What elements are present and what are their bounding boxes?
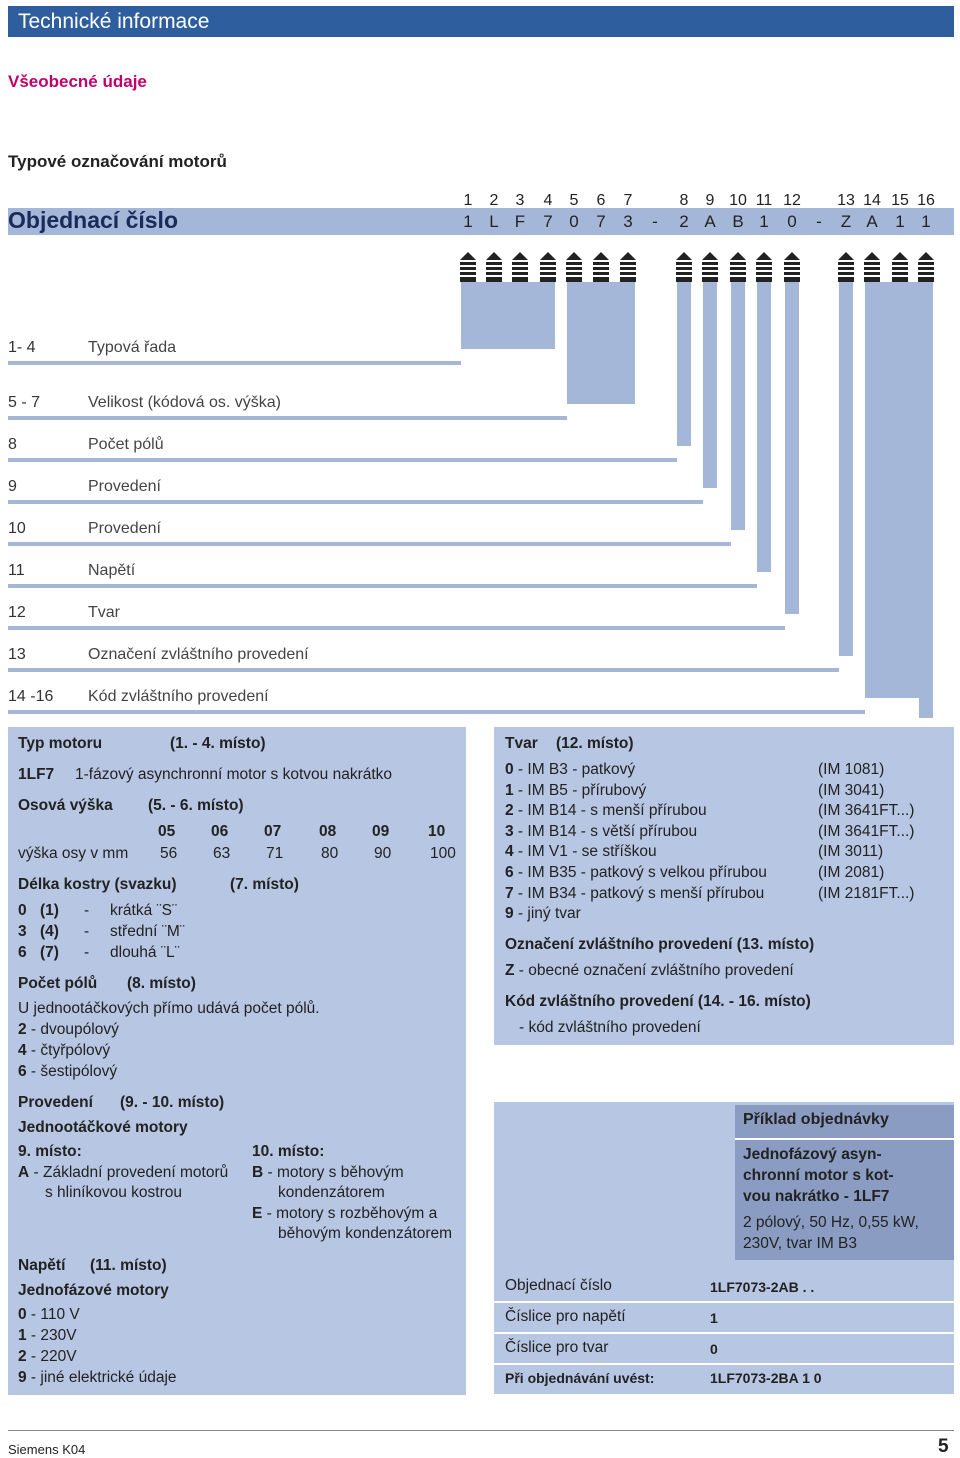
order-code-char: A xyxy=(866,212,878,231)
arrow-icon xyxy=(864,252,880,282)
row-number: 12 xyxy=(8,604,26,621)
os-code: 08 xyxy=(319,823,337,840)
position-digit: 13 xyxy=(837,192,855,209)
os-code: 07 xyxy=(264,823,282,840)
header-title: Technické informace xyxy=(18,10,210,33)
row-number: 5 - 7 xyxy=(8,394,41,411)
tvar-code: 3 xyxy=(505,822,514,840)
example-motor2: chronní motor s kot- xyxy=(743,1167,894,1184)
nap-item xyxy=(18,1327,77,1345)
os-value: 56 xyxy=(160,845,178,862)
nap-text: - 230V xyxy=(26,1327,77,1344)
os-code: 09 xyxy=(372,823,390,840)
row-number: 13 xyxy=(8,646,26,663)
row-label: Počet pólů xyxy=(88,436,164,453)
connector-hline xyxy=(8,668,839,672)
tvar-item xyxy=(505,864,767,882)
row-number: 9 xyxy=(8,478,17,495)
p10-e-line1: E - motory s rozběhovým a xyxy=(252,1205,438,1222)
p9-line1: A - Základní provedení motorů xyxy=(18,1164,229,1181)
tvar-code: 6 xyxy=(505,864,514,881)
tvar-code: 1 xyxy=(505,781,514,799)
os-value: 71 xyxy=(266,845,284,862)
tvar-item xyxy=(505,905,581,923)
ozn-text: Z - obecné označení zvláštního provedení xyxy=(505,962,794,979)
connector-hline xyxy=(8,710,865,714)
example-row-value: 0 xyxy=(710,1341,718,1357)
position-digit: 2 xyxy=(489,192,499,209)
order-code-char: - xyxy=(816,212,822,231)
pole-text: - šestipólový xyxy=(26,1063,118,1080)
os-value: 80 xyxy=(321,845,339,862)
example-row-label: Objednací číslo xyxy=(505,1277,612,1294)
connector-vline xyxy=(865,282,933,698)
p9-line2: s hliníkovou kostrou xyxy=(45,1184,182,1201)
p10-b-line2: kondenzátorem xyxy=(278,1184,385,1201)
os-value: 63 xyxy=(213,845,231,862)
position-digit: 14 xyxy=(863,192,881,209)
nap-text: - jiné elektrické údaje xyxy=(26,1369,177,1386)
position-digit: 10 xyxy=(729,192,747,209)
p10-title: 10. místo: xyxy=(252,1143,325,1160)
delka-text: střední ¨M¨ xyxy=(110,923,185,940)
tvar-text: - IM B35 - patkový s velkou přírubou xyxy=(513,864,767,881)
connector-vline xyxy=(919,694,933,718)
position-digit: 15 xyxy=(891,192,909,209)
example-divider xyxy=(735,1138,954,1140)
row-label: Provedení xyxy=(88,478,161,495)
delka-pos: (4) xyxy=(40,923,59,940)
position-digit: 5 xyxy=(569,192,579,209)
row-number: 11 xyxy=(8,562,25,579)
tvar-pos: (12. místo) xyxy=(556,735,634,752)
example-motor3: vou nakrátko - 1LF7 xyxy=(743,1188,890,1205)
row-label: Tvar xyxy=(88,604,120,621)
tvar-code: 9 xyxy=(505,905,514,923)
order-code-char: 0 xyxy=(787,212,797,231)
tvar-im: (IM 3041) xyxy=(818,781,885,799)
order-title: Objednací číslo xyxy=(8,207,178,233)
order-code-char: 1 xyxy=(759,212,769,231)
connector-vline xyxy=(677,282,691,446)
os-code: 10 xyxy=(428,823,446,840)
row-label: Napětí xyxy=(88,562,136,579)
pole-item xyxy=(18,1021,119,1039)
tvar-im: (IM 2081) xyxy=(818,864,885,881)
order-code-char: Z xyxy=(840,212,852,231)
os-label: výška osy v mm xyxy=(18,845,129,862)
order-code-char: L xyxy=(489,212,499,231)
nap-item xyxy=(18,1369,177,1387)
connector-vline xyxy=(567,282,635,404)
order-code-char: 1 xyxy=(463,212,473,231)
p10-b-line1: B - motory s běhovým xyxy=(252,1164,404,1181)
pole-code: 2 xyxy=(18,1021,27,1038)
typ-desc: 1-fázový asynchronní motor s kotvou nakrátko xyxy=(75,766,393,783)
arrow-icon xyxy=(676,252,692,282)
tvar-item xyxy=(505,885,764,903)
arrow-icon xyxy=(566,252,582,282)
pole-code: 6 xyxy=(18,1063,27,1080)
example-motor1: Jednofázový asyn- xyxy=(743,1146,882,1163)
section-title-typing: Typové označování motorů xyxy=(8,152,227,171)
arrow-icon xyxy=(540,252,556,282)
poles-pos: (8. místo) xyxy=(127,975,196,992)
arrow-icon xyxy=(918,252,934,282)
connector-vline xyxy=(703,282,717,488)
pole-text: - dvoupólový xyxy=(26,1021,119,1038)
arrow-icon xyxy=(593,252,609,282)
tvar-item xyxy=(505,802,707,820)
tvar-code: 7 xyxy=(505,884,514,902)
prov-title: Provedení xyxy=(18,1094,93,1111)
ozn-title: Označení zvláštního provedení (13. místo) xyxy=(505,936,815,953)
row-label: Kód zvláštního provedení xyxy=(88,688,269,705)
delka-code: 0 xyxy=(18,902,27,919)
connector-hline xyxy=(8,626,785,630)
tvar-code: 4 xyxy=(505,843,514,861)
row-label: Označení zvláštního provedení xyxy=(88,646,309,663)
delka-text: dlouhá ¨L¨ xyxy=(110,944,180,961)
nap-sub: Jednofázové motory xyxy=(18,1282,169,1299)
kod-text: - kód zvláštního provedení xyxy=(519,1019,701,1036)
order-code-char: - xyxy=(652,212,658,231)
order-code-char: 0 xyxy=(569,212,579,231)
arrow-icon xyxy=(730,252,746,282)
order-code-char: 2 xyxy=(679,212,689,231)
delka-text: krátká ¨S¨ xyxy=(110,902,178,919)
example-spec1: 2 pólový, 50 Hz, 0,55 kW, xyxy=(743,1214,919,1231)
delka-dash: - xyxy=(84,944,90,961)
arrow-icon xyxy=(892,252,908,282)
connector-vline xyxy=(785,282,799,614)
nap-title: Napětí xyxy=(18,1257,66,1274)
typ-title: Typ motoru xyxy=(18,735,103,752)
os-title: Osová výška xyxy=(18,797,113,814)
row-number: 10 xyxy=(8,520,26,537)
nap-code: 2 xyxy=(18,1348,27,1365)
connector-hline xyxy=(8,584,757,588)
connector-hline xyxy=(8,361,461,365)
order-code-char: 7 xyxy=(596,212,606,231)
arrow-icon xyxy=(702,252,718,282)
order-code-char: A xyxy=(704,212,716,231)
row-number: 8 xyxy=(8,436,17,453)
tvar-code: 0 xyxy=(505,761,514,778)
tvar-text: - IM B14 - s menší přírubou xyxy=(513,802,707,820)
example-row-value: 1LF7073-2AB . . xyxy=(710,1279,815,1295)
tvar-item xyxy=(505,782,646,800)
nap-pos: (11. místo) xyxy=(90,1257,167,1274)
connector-vline xyxy=(461,282,555,349)
tvar-im: (IM 3641FT...) xyxy=(818,802,915,820)
os-value: 90 xyxy=(374,845,392,862)
row-label: Provedení xyxy=(88,520,161,537)
delka-pos: (7) xyxy=(40,944,59,961)
tvar-text: - jiný tvar xyxy=(513,905,581,923)
os-code: 05 xyxy=(158,823,176,840)
page-header xyxy=(8,6,954,37)
example-row-divider xyxy=(494,1332,954,1334)
position-digit: 6 xyxy=(596,192,606,209)
tvar-item xyxy=(505,843,657,861)
tvar-item xyxy=(505,823,697,841)
position-digit: 16 xyxy=(917,192,935,209)
example-row-label: Číslice pro tvar xyxy=(505,1339,609,1356)
pole-item xyxy=(18,1042,110,1060)
example-row-value: 1 xyxy=(710,1310,718,1326)
connector-hline xyxy=(8,542,731,546)
final-value: 1LF7073-2BA 1 0 xyxy=(710,1370,822,1386)
arrow-icon xyxy=(838,252,854,282)
position-digit: 8 xyxy=(679,192,689,209)
nap-code: 9 xyxy=(18,1369,27,1386)
nap-code: 0 xyxy=(18,1306,27,1323)
row-label: Typová řada xyxy=(88,339,177,356)
row-number: 14 -16 xyxy=(8,688,54,705)
footer-divider xyxy=(8,1430,954,1431)
example-row-label: Číslice pro napětí xyxy=(505,1308,626,1325)
os-value: 100 xyxy=(430,845,456,862)
order-code-char: 3 xyxy=(623,212,633,231)
example-row-divider xyxy=(494,1301,954,1303)
tvar-item xyxy=(505,761,635,779)
delka-code: 3 xyxy=(18,923,27,940)
tvar-im: (IM 3641FT...) xyxy=(818,822,915,840)
connector-hline xyxy=(8,500,703,504)
example-spec2: 230V, tvar IM B3 xyxy=(743,1235,858,1252)
tvar-im: (IM 2181FT...) xyxy=(818,884,915,902)
position-digit: 9 xyxy=(705,192,715,209)
connector-vline xyxy=(839,282,853,656)
nap-item xyxy=(18,1348,77,1366)
poles-desc: U jednootáčkových přímo udává počet pólů. xyxy=(18,1000,320,1017)
order-code-char: 1 xyxy=(895,212,905,231)
position-digit: 3 xyxy=(515,192,525,209)
poles-title: Počet pólů xyxy=(18,975,98,992)
arrow-icon xyxy=(486,252,502,282)
arrow-icon xyxy=(784,252,800,282)
connector-vline xyxy=(757,282,771,572)
pole-item xyxy=(18,1063,117,1081)
final-label: Při objednávání uvést: xyxy=(505,1370,655,1386)
tvar-text: - IM B3 - patkový xyxy=(513,761,636,778)
nap-item xyxy=(18,1306,80,1324)
arrow-icon xyxy=(756,252,772,282)
tvar-text: - IM V1 - se stříškou xyxy=(513,843,657,861)
tvar-text: - IM B5 - přírubový xyxy=(513,781,647,799)
tvar-code: 2 xyxy=(505,802,514,820)
nap-code: 1 xyxy=(18,1327,27,1344)
example-row-divider xyxy=(494,1363,954,1365)
prov-sub: Jednootáčkové motory xyxy=(18,1119,188,1136)
nap-text: - 110 V xyxy=(26,1306,80,1323)
order-code-char: F xyxy=(514,212,526,231)
connector-vline xyxy=(731,282,745,530)
tvar-title: Tvar xyxy=(505,735,538,752)
section-title-general: Všeobecné údaje xyxy=(8,72,147,91)
arrow-icon xyxy=(512,252,528,282)
footer-left: Siemens K04 xyxy=(8,1442,86,1457)
position-digit: 4 xyxy=(543,192,553,209)
tvar-text: - IM B14 - s větší přírubou xyxy=(513,822,698,840)
os-code: 06 xyxy=(211,823,229,840)
pole-text: - čtyřpólový xyxy=(26,1042,111,1059)
row-number: 1- 4 xyxy=(8,339,36,356)
arrow-icon xyxy=(460,252,476,282)
typ-pos: (1. - 4. místo) xyxy=(170,735,266,752)
order-code-char: B xyxy=(732,212,744,231)
position-digit: 11 xyxy=(755,192,773,209)
pole-code: 4 xyxy=(18,1042,27,1059)
delka-pos: (7. místo) xyxy=(230,876,299,893)
tvar-im: (IM 3011) xyxy=(818,843,884,861)
connector-hline xyxy=(8,416,567,420)
kod-title: Kód zvláštního provedení (14. - 16. místo) xyxy=(505,993,811,1010)
example-title: Příklad objednávky xyxy=(743,1111,889,1128)
order-code-char: 1 xyxy=(921,212,931,231)
prov-pos: (9. - 10. místo) xyxy=(120,1094,225,1111)
position-digit: 7 xyxy=(623,192,633,209)
position-digit: 12 xyxy=(783,192,801,209)
delka-pos: (1) xyxy=(40,902,59,919)
delka-title: Délka kostry (svazku) xyxy=(18,876,177,893)
tvar-im: (IM 1081) xyxy=(818,761,885,778)
p10-e-line2: běhovým kondenzátorem xyxy=(278,1225,453,1242)
connector-hline xyxy=(8,458,677,462)
nap-text: - 220V xyxy=(26,1348,77,1365)
delka-dash: - xyxy=(84,923,90,940)
row-label: Velikost (kódová os. výška) xyxy=(88,394,281,411)
delka-dash: - xyxy=(84,902,90,919)
arrow-icon xyxy=(620,252,636,282)
p9-title: 9. místo: xyxy=(18,1143,82,1160)
footer-page: 5 xyxy=(938,1436,949,1457)
os-pos: (5. - 6. místo) xyxy=(148,797,244,814)
tvar-text: - IM B34 - patkový s menší přírubou xyxy=(513,884,765,902)
position-digit: 1 xyxy=(463,192,473,209)
typ-code: 1LF7 xyxy=(18,766,55,783)
order-code-char: 7 xyxy=(543,212,553,231)
delka-code: 6 xyxy=(18,944,27,961)
